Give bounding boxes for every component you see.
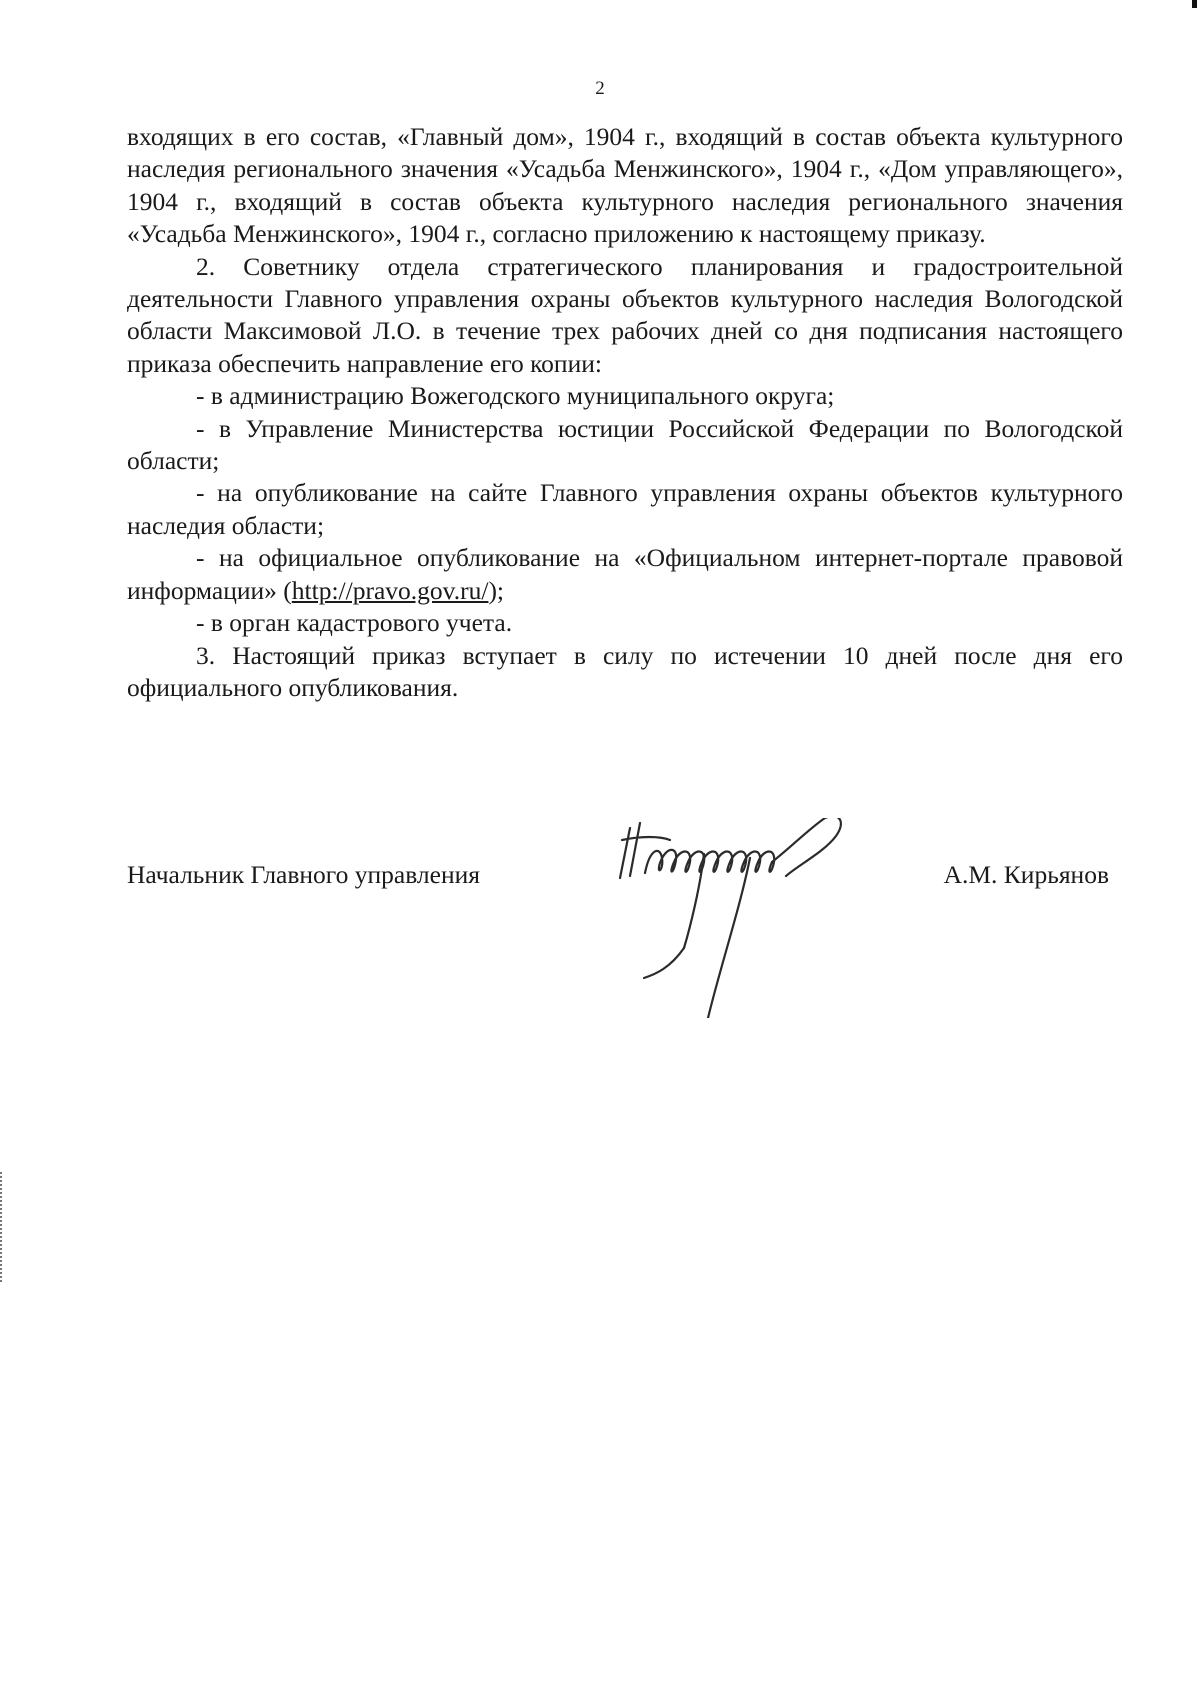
portal-text: - на официальное опубликование на «Официальном интернет-портале правовой информации» (	[127, 543, 1123, 605]
document-body	[127, 121, 1123, 704]
list-item-administration: - в администрацию Вожегодского муниципального округа;	[196, 381, 835, 411]
list-item-cadastral: - в орган кадастрового учета.	[196, 608, 513, 638]
list-item-official-portal	[127, 542, 1123, 607]
page-number: 2	[595, 78, 605, 99]
pravo-link[interactable]: http://pravo.gov.ru/	[291, 575, 489, 605]
list-item-website-publication: - на опубликование на сайте Главного управления охраны объектов культурного наследия области;	[127, 478, 1123, 540]
signatory-name: А.М. Кирьянов	[943, 860, 1109, 889]
list-item-justice-ministry: - в Управление Министерства юстиции Российской Федерации по Вологодской области;	[127, 413, 1123, 476]
portal-text-end: );	[488, 575, 505, 605]
handwritten-signature	[600, 818, 930, 1018]
scan-edge-mark	[0, 1172, 4, 1282]
scan-mark	[1192, 0, 1197, 8]
signatory-title: Начальник Главного управления	[127, 860, 480, 889]
paragraph-item-3: 3. Настоящий приказ вступает в силу по истечении 10 дней после дня его официального опубликования.	[127, 640, 1123, 702]
paragraph-item-2: 2. Советнику отдела стратегического планирования и градостроительной деятельности Главного управления охраны объектов культурного наследия Вологодской области Максимовой Л.О. в течение трех рабочих дней со дня подписания настоящего приказа обеспечить направление его копии:	[127, 251, 1123, 378]
paragraph-intro-continuation: входящих в его состав, «Главный дом», 1904 г., входящий в состав объекта культурного наследия регионального значения «Усадьба Менжинского», 1904 г., «Дом управляющего», 1904 г., входящий в состав объекта культурного наследия регионального значения «Усадьба Менжинского», 1904 г., согласно приложению к настоящему приказу.	[127, 122, 1123, 249]
